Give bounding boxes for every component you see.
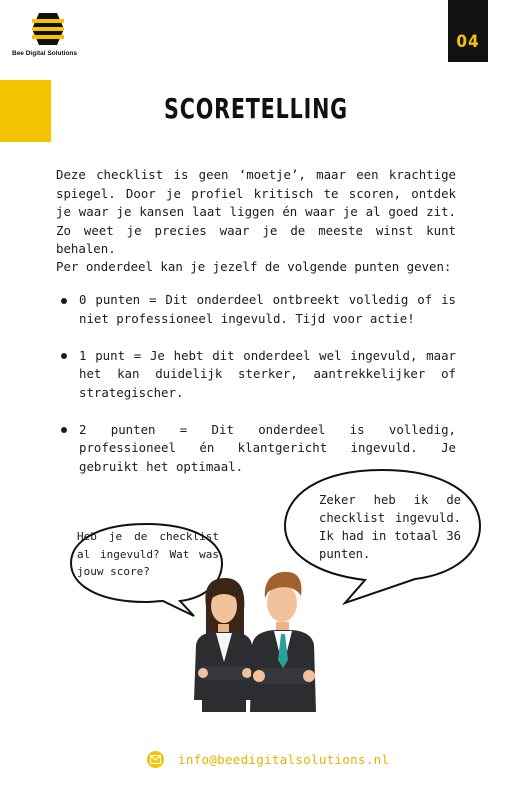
bullet-icon (61, 427, 67, 433)
footer-contact (147, 750, 389, 768)
speech-text-right: Zeker heb ik de checklist ingevuld. Ik had in totaal 36 punten. (319, 493, 461, 561)
intro-paragraph: Deze checklist is geen ‘moetje’, maar een krachtige spiegel. Door je profiel kritisch te scoren, ontdek je waar je kansen laat liggen én waar je al goed zit. Zo weet je precies waar je de meeste winst kunt behalen. (56, 167, 456, 256)
accent-block (0, 80, 51, 142)
list-item (56, 291, 456, 328)
rule-text: 1 punt = Je hebt dit onderdeel wel ingevuld, maar het kan duidelijk sterker, aantrekkelijker of strategischer. (79, 347, 456, 400)
woman-figure (194, 578, 254, 712)
email-link[interactable]: info@beedigitalsolutions.nl (178, 751, 390, 767)
bullet-icon (61, 298, 67, 304)
mail-icon (147, 751, 164, 768)
brand-name: Bee Digital Solutions (12, 50, 78, 57)
bullet-icon (61, 353, 67, 359)
man-figure (250, 572, 316, 712)
rule-text: 2 punten = Dit onderdeel is volledig, professioneel én klantgericht ingevuld. Je gebruikt het optimaal. (79, 421, 456, 474)
page-number-tab (448, 0, 488, 62)
hexagon-bee-icon (31, 12, 65, 46)
page-title: SCORETELLING (164, 92, 348, 125)
lead-paragraph: Per onderdeel kan je jezelf de volgende punten geven: (56, 259, 452, 274)
speech-text-left: Heb je de checklist al ingevuld? Wat was jouw score? (77, 530, 219, 578)
rule-text: 0 punten = Dit onderdeel ontbreekt volledig of is niet professioneel ingevuld. Tijd voor actie! (79, 292, 456, 326)
page-number: 04 (456, 32, 480, 52)
list-item (56, 347, 456, 403)
